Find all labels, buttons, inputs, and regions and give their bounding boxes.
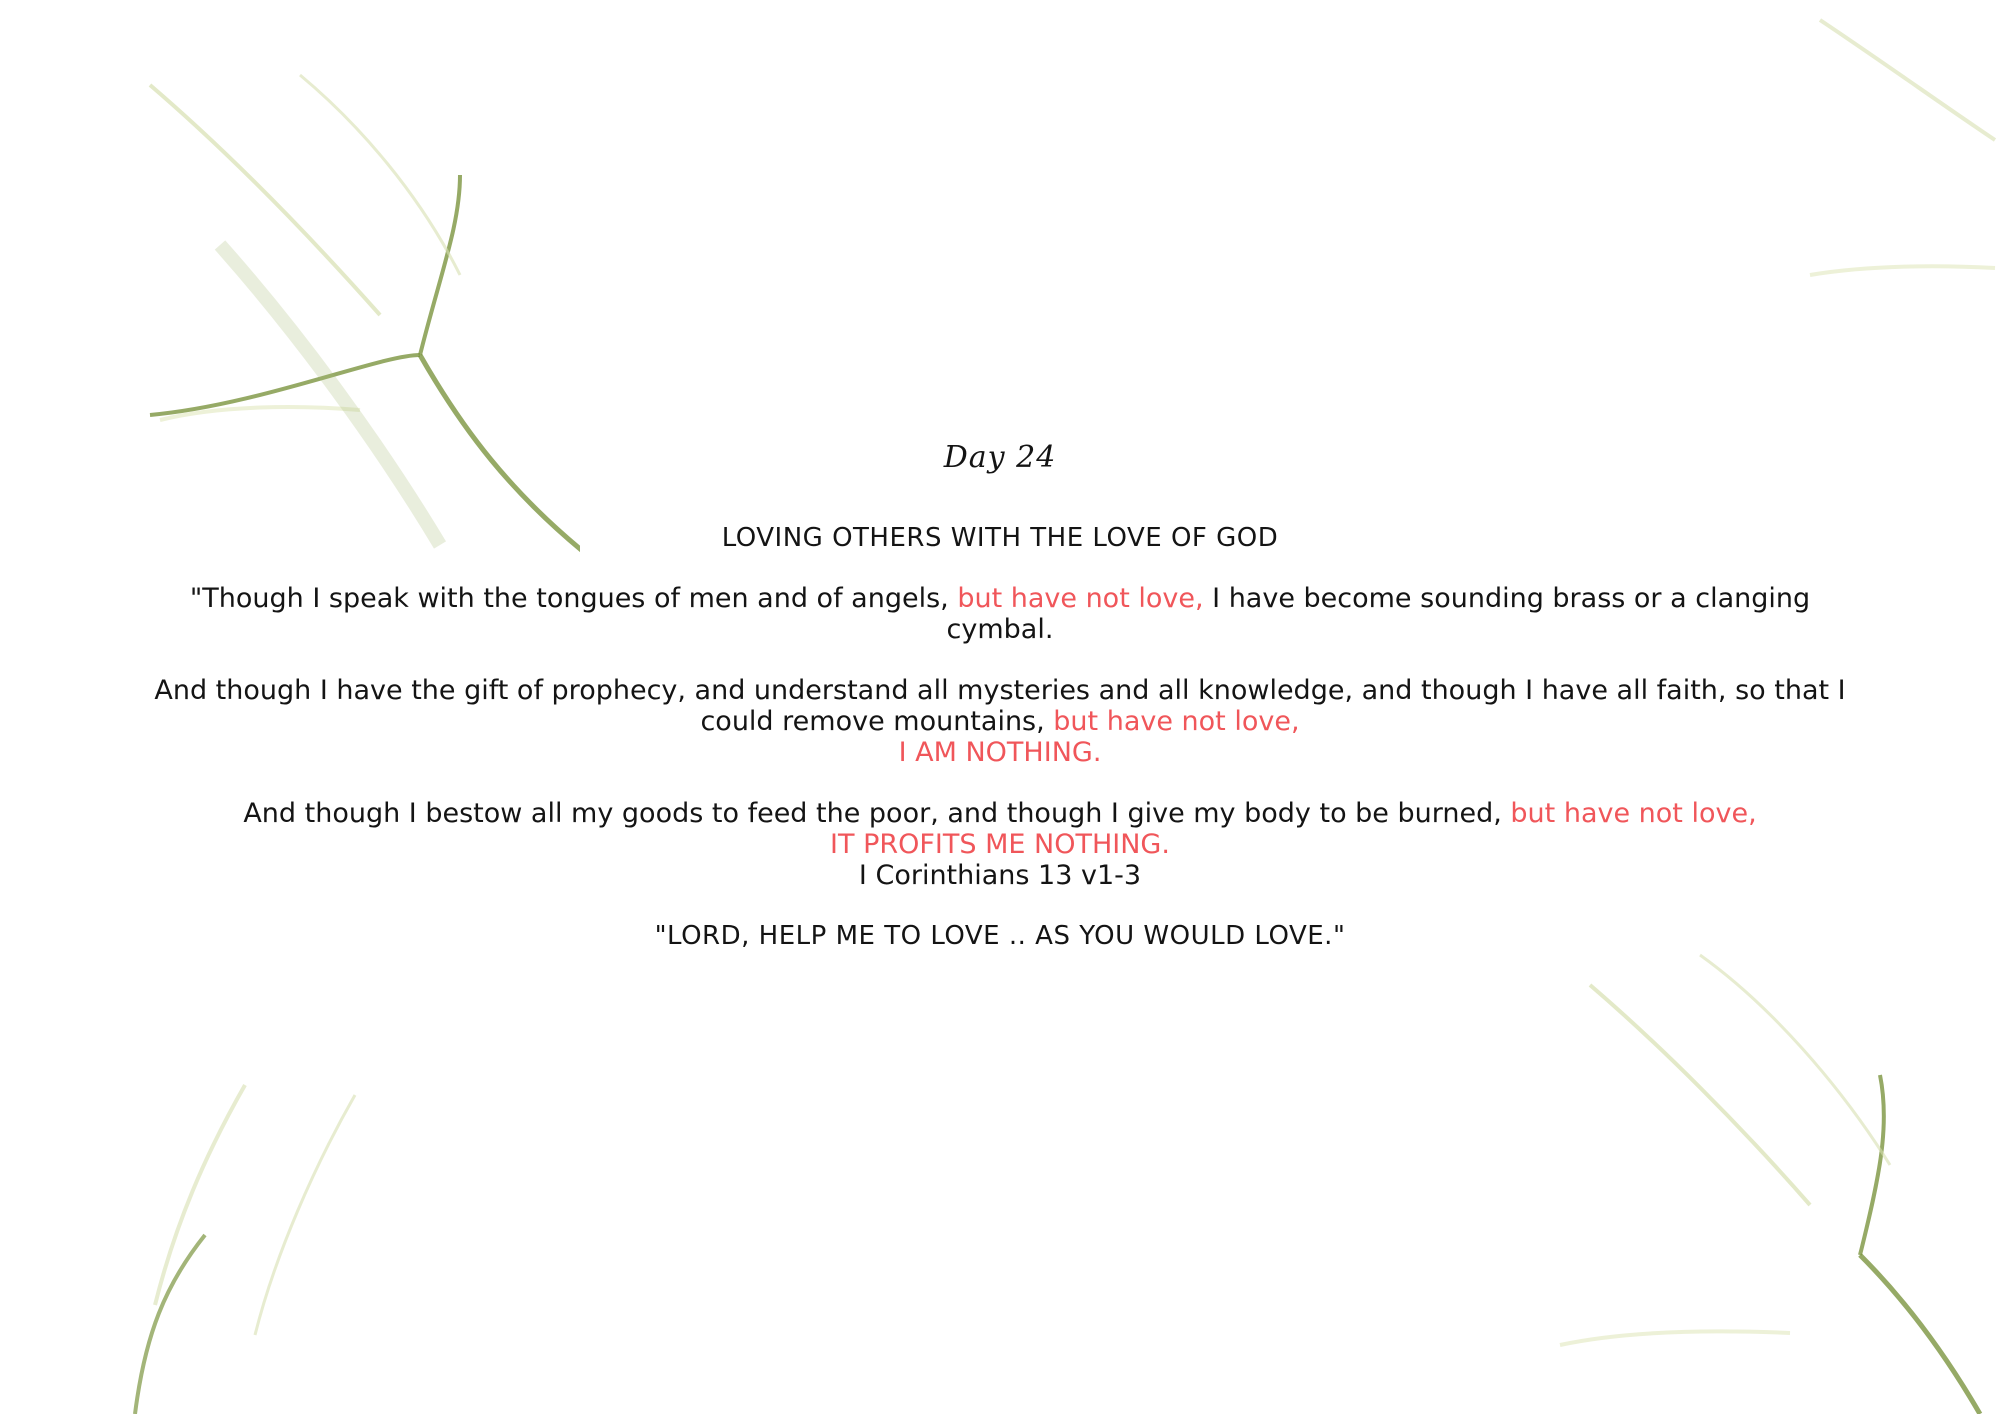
closing-prayer: "LORD, HELP ME TO LOVE .. AS YOU WOULD LOVE." <box>654 921 1346 951</box>
verse-2-text: And though I have the gift of prophecy, and understand all mysteries and all knowledge, and though I have all faith, so that I could remove mountains, <box>154 675 1846 737</box>
verse-1-highlight: but have not love, <box>957 583 1204 614</box>
day-label: Day 24 <box>943 440 1057 475</box>
verse-3-conclusion: IT PROFITS ME NOTHING. <box>830 829 1170 860</box>
verse-3-highlight: but have not love, <box>1510 798 1757 829</box>
verse-2 <box>140 675 1860 768</box>
verse-1-ending: I have become sounding brass or a clanging cymbal. <box>946 583 1811 645</box>
watercolor-leaves-bottom-left <box>75 1005 455 1414</box>
verse-2-highlight: but have not love, <box>1053 706 1300 737</box>
verse-3-text: And though I bestow all my goods to feed the poor, and though I give my body to be burned, <box>243 798 1511 829</box>
verse-1-text: "Though I speak with the tongues of men and of angels, <box>189 583 958 614</box>
watercolor-leaves-top-right <box>1720 0 2000 330</box>
watercolor-leaves-bottom-right <box>1460 925 2000 1414</box>
verse-3 <box>140 798 1860 891</box>
devotional-heading: LOVING OTHERS WITH THE LOVE OF GOD <box>721 523 1279 553</box>
verse-2-conclusion: I AM NOTHING. <box>898 737 1102 768</box>
devotional-content <box>140 440 1860 951</box>
verse-1 <box>140 583 1860 645</box>
scripture-reference: I Corinthians 13 v1-3 <box>858 860 1142 891</box>
